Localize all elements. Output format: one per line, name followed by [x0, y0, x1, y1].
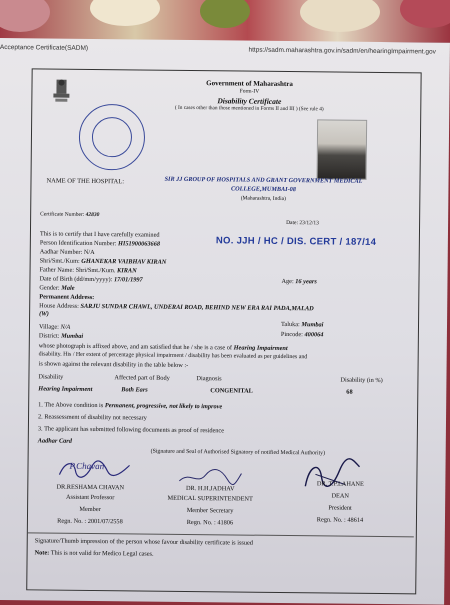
signatory-caption: (Signature and Seal of Authorised Signatory of notified Medical Authority): [150, 448, 326, 457]
table-header-percent: Disability (in %): [340, 376, 383, 385]
medical-board-seal: [79, 104, 146, 171]
gov-heading: Government of Maharashtra: [206, 79, 293, 89]
signatory-1-name: DR.RESHAMA CHAVAN: [56, 483, 125, 492]
para-line-2: disability. His / Her extent of percentage physical impairment / disability has been evaluated as per guidelines and: [38, 351, 308, 361]
para-line-3: is shown against the relevant disability in the table below :-: [38, 360, 189, 369]
hospital-city: COLLEGE,MUMBAI-08: [230, 185, 296, 194]
certificate-number: Certificate Number: 42830: [40, 211, 100, 219]
gender-line: Gender: Male: [39, 284, 75, 292]
hospital-state: (Maharashtra, India): [240, 195, 286, 203]
print-url: https://sadm.maharashtra.gov.in/sadm/en/hearingImpairment.gov: [248, 46, 436, 56]
pid-line: Person Identification Number: HI51900063668: [39, 239, 161, 248]
signatory-2-role: DEAN: [331, 492, 350, 500]
print-title: Acceptance Certificate(SADM): [0, 43, 89, 52]
form-number: Form-IV: [239, 88, 260, 95]
signatory-3-name: DR. H.H.JADHAV: [185, 484, 235, 493]
house-address-cont: (W): [39, 310, 49, 318]
father-line: Father Name: Shri/Smt./Kum. KIRAN: [39, 266, 137, 275]
signature-lahane: [295, 456, 365, 497]
age-line: Age: 16 years: [281, 277, 317, 286]
table-cell-disability: Hearing Impairment: [38, 385, 93, 393]
table-cell-diagnosis: CONGENITAL: [210, 387, 253, 395]
certificate-title: Disability Certificate: [217, 96, 282, 106]
dob-line: Date of Birth (dd/mm/yyyy): 17/01/1997: [39, 275, 143, 284]
village-line: Village: N/A: [38, 323, 71, 331]
house-address-line: House Address: SARJU SUNDAR CHAWL, UNDERAI ROAD, BEHIND NEW ERA RAI PADA,MALAD: [39, 302, 314, 313]
signature-chavan: [55, 457, 135, 484]
validity-note: Note: This is not valid for Medico Legal cases.: [34, 549, 154, 558]
table-cell-body-part: Both Ears: [121, 386, 148, 394]
table-header-body-part: Affected part of Body: [114, 374, 170, 382]
table-header-diagnosis: Diagnosis: [196, 375, 222, 383]
residence-document: Aadhar Card: [37, 437, 72, 445]
signatory-1-sub: Member: [79, 505, 101, 514]
aadhar-line: Aadhar Number: N/A: [39, 248, 95, 257]
thumb-impression-line: Signature/Thumb impression of the person whose favour disability certificate is issued: [34, 537, 254, 547]
note-2: 2. Reassessment of disability not necessary: [37, 413, 147, 422]
signatory-2-regn: Regn. No. : 48614: [316, 516, 364, 524]
signatory-3-regn: Regn. No. : 41806: [186, 518, 234, 527]
hospital-label: NAME OF THE HOSPITAL:: [46, 177, 125, 186]
hospital-name: SIR JJ GROUP OF HOSPITALS AND GRANT GOVERNMENT MEDICAL: [164, 175, 363, 185]
browser-print-header: [0, 43, 450, 56]
background-cloth: [0, 0, 450, 42]
signatory-2-name: DR. T.P.LAHANE: [316, 480, 364, 488]
signatory-3-role: MEDICAL SUPERINTENDENT: [167, 494, 253, 503]
pincode-line: Pincode: 400064: [280, 330, 324, 339]
para-line-1: whose photograph is affixed above, and am satisfied that he / she is a case of Hearing Impairment: [38, 342, 288, 353]
certify-text: This is to certify that I have carefully examined: [39, 230, 160, 239]
svg-text:P.Chavan: P.Chavan: [69, 460, 105, 472]
signatory-2-sub: President: [328, 504, 352, 512]
signatory-3-sub: Member Secretary: [186, 506, 234, 515]
district-line: District: Mumbai: [38, 332, 84, 340]
table-cell-percent: 68: [346, 388, 353, 396]
signatory-1-regn: Regn. No. : 2001/07/2558: [57, 517, 123, 526]
dispatch-stamp: NO. JJH / HC / DIS. CERT / 187/14: [215, 235, 377, 248]
certificate-date: Date: 23/12/13: [286, 220, 319, 227]
state-emblem-icon: [49, 77, 73, 107]
taluka-line: Taluka: Mumbai: [280, 320, 324, 329]
name-line: Shri/Smt./Kum: GHANEKAR VAIBHAV KIRAN: [39, 257, 167, 266]
table-header-disability: Disability: [38, 373, 64, 381]
certificate-subtitle: ( In cases other than those mentioned in Forms II and III ) (See rule 4): [174, 104, 324, 113]
permanent-address-heading: Permanent Address:: [39, 293, 95, 302]
certificate-paper: [0, 38, 450, 605]
note-3: 3. The applicant has submitted following documents as proof of residence: [37, 425, 225, 435]
signatory-1-role: Assistant Professor: [65, 493, 115, 502]
note-1: 1. The Above condition is Permanent, progressive, not likely to improve: [38, 401, 223, 411]
applicant-photo: [317, 119, 368, 180]
